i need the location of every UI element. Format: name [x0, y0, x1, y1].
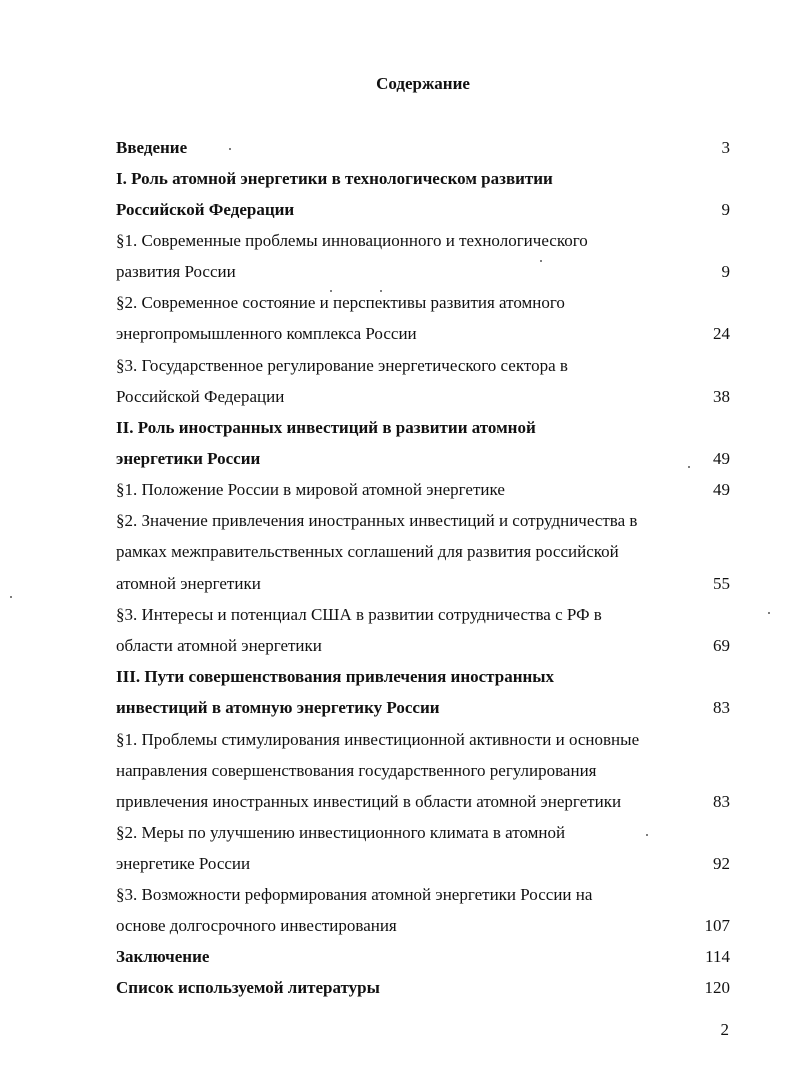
toc-entry-text: §1. Проблемы стимулирования инвестиционной активности и основные: [116, 730, 640, 749]
toc-entry-page: 49: [713, 480, 730, 499]
toc-entry: [0, 447, 792, 471]
toc-entry: [0, 478, 792, 502]
toc-entry: [0, 291, 792, 315]
toc-entry: [0, 790, 792, 814]
toc-entry: [0, 385, 792, 409]
toc-entry-page: 114: [705, 947, 730, 966]
toc-entry: [0, 976, 792, 1000]
toc-entry: [0, 136, 792, 160]
toc-entry-page: 55: [713, 574, 730, 593]
toc-entry-text: направления совершенствования государственного регулирования: [116, 761, 597, 780]
toc-entry: [0, 260, 792, 284]
toc-entry-text: §2. Меры по улучшению инвестиционного климата в атомной: [116, 823, 566, 842]
scan-speck: [646, 834, 648, 836]
toc-entry-page: 92: [713, 854, 730, 873]
toc-entry-text: §3. Государственное регулирование энергетического сектора в: [116, 356, 568, 375]
toc-entry: [0, 696, 792, 720]
toc-entry: [0, 665, 792, 689]
toc-entry-page: 24: [713, 324, 730, 343]
toc-entry: [0, 354, 792, 378]
toc-entry-text: §3. Интересы и потенциал США в развитии сотрудничества с РФ в: [116, 605, 602, 624]
toc-entry-page: 69: [713, 636, 730, 655]
toc-entry: [0, 198, 792, 222]
page-number: 2: [720, 1020, 729, 1039]
toc-entry-page: 3: [721, 138, 730, 157]
toc-entry-text: энергетики России: [116, 449, 261, 468]
toc-entry: [0, 914, 792, 938]
scan-speck: [540, 260, 542, 262]
scan-speck: [688, 466, 690, 468]
toc-entry-text: Заключение: [116, 947, 210, 966]
toc-entry: [0, 509, 792, 533]
toc-entry: [0, 883, 792, 907]
scan-speck: [330, 290, 332, 292]
toc-entry: [0, 945, 792, 969]
toc-entry-page: 9: [721, 262, 730, 281]
toc-entry-text: энергопромышленного комплекса России: [116, 324, 417, 343]
page-title: Содержание: [376, 74, 470, 93]
toc-entry-text: атомной энергетики: [116, 574, 261, 593]
toc-entry: [0, 759, 792, 783]
scan-speck: [380, 290, 382, 292]
toc-entry-page: 107: [704, 916, 730, 935]
toc-entry-text: области атомной энергетики: [116, 636, 322, 655]
toc-entry-page: 9: [721, 200, 730, 219]
toc-entry: [0, 416, 792, 440]
toc-entry-text: §1. Положение России в мировой атомной энергетике: [116, 480, 505, 499]
toc-entry: [0, 540, 792, 564]
toc-entry: [0, 634, 792, 658]
toc-entry-text: Российской Федерации: [116, 387, 285, 406]
toc-entry-text: Российской Федерации: [116, 200, 295, 219]
toc-entry: [0, 167, 792, 191]
toc-entry-page: 83: [713, 698, 730, 717]
scan-speck: [10, 596, 12, 598]
toc-entry-page: 83: [713, 792, 730, 811]
scan-speck: [768, 612, 770, 614]
toc-entry: [0, 603, 792, 627]
toc-entry: [0, 229, 792, 253]
toc-entry: [0, 821, 792, 845]
toc-entry: [0, 728, 792, 752]
toc-entry-text: Список используемой литературы: [116, 978, 380, 997]
toc-entry-page: 49: [713, 449, 730, 468]
toc-entry-text: §2. Значение привлечения иностранных инвестиций и сотрудничества в: [116, 511, 638, 530]
scan-speck: [229, 148, 231, 150]
toc-entry-text: основе долгосрочного инвестирования: [116, 916, 397, 935]
toc-entry-text: Введение: [116, 138, 188, 157]
toc-entry-text: II. Роль иностранных инвестиций в развитии атомной: [116, 418, 536, 437]
toc-entry: [0, 572, 792, 596]
toc-entry-text: инвестиций в атомную энергетику России: [116, 698, 440, 717]
toc-entry-text: §3. Возможности реформирования атомной энергетики России на: [116, 885, 593, 904]
toc-entry-page: 38: [713, 387, 730, 406]
toc-entry: [0, 322, 792, 346]
toc-entry-text: III. Пути совершенствования привлечения иностранных: [116, 667, 555, 686]
toc-entry-text: энергетике России: [116, 854, 251, 873]
toc-entry-text: §1. Современные проблемы инновационного и технологического: [116, 231, 588, 250]
toc-entry: [0, 852, 792, 876]
toc-entry-text: привлечения иностранных инвестиций в области атомной энергетики: [116, 792, 622, 811]
toc-entry-text: рамках межправительственных соглашений для развития российской: [116, 542, 619, 561]
toc-entry-text: §2. Современное состояние и перспективы развития атомного: [116, 293, 565, 312]
toc-entry-text: I. Роль атомной энергетики в технологическом развитии: [116, 169, 553, 188]
toc-entry-page: 120: [704, 978, 730, 997]
toc-entry-text: развития России: [116, 262, 236, 281]
